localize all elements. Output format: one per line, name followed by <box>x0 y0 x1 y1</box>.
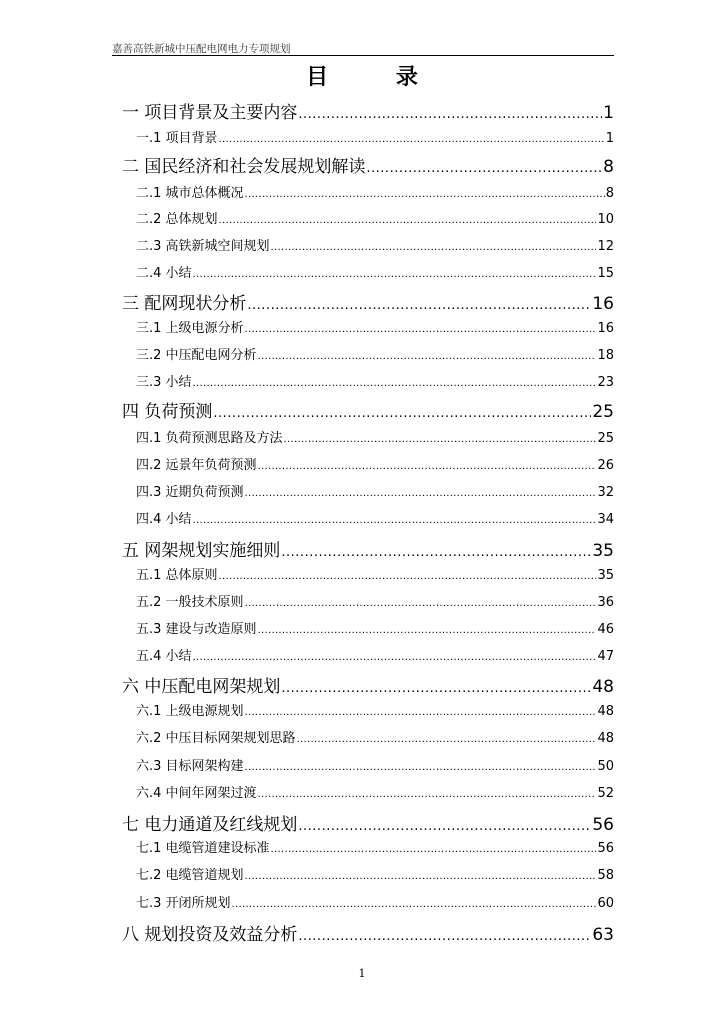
toc-leader-dots <box>271 237 597 259</box>
toc-section-entry[interactable] <box>136 893 614 915</box>
toc-leader-dots <box>258 620 597 642</box>
toc-entry-page-number: 8 <box>603 157 614 177</box>
page-title: 目 录 <box>306 65 448 90</box>
toc-entry-page-number: 35 <box>597 568 614 583</box>
toc-entry-label: 六.3 目标网架构建 <box>136 759 244 774</box>
toc-leader-dots <box>281 675 591 703</box>
toc-entry-page-number: 12 <box>597 239 614 254</box>
toc-entry-page-number: 1 <box>605 131 614 146</box>
toc-section-entry[interactable] <box>136 128 614 150</box>
toc-entry-page-number: 47 <box>597 649 614 664</box>
toc-entry-label: 三 配网现状分析 <box>122 294 247 314</box>
toc-leader-dots <box>245 483 597 505</box>
toc-section-entry[interactable] <box>136 372 614 394</box>
toc-entry-page-number: 35 <box>592 541 614 561</box>
toc-section-entry[interactable] <box>136 455 614 477</box>
toc-leader-dots <box>297 729 597 751</box>
toc-section-entry[interactable] <box>136 209 614 231</box>
toc-chapter-entry[interactable] <box>122 673 614 701</box>
toc-entry-page-number: 50 <box>597 759 614 774</box>
toc-leader-dots <box>271 839 597 861</box>
toc-leader-dots <box>245 757 597 779</box>
toc-leader-dots <box>298 101 602 129</box>
toc-section-entry[interactable] <box>136 183 614 205</box>
toc-chapter-entry[interactable] <box>122 153 614 181</box>
toc-entry-label: 六.1 上级电源规划 <box>136 704 244 719</box>
toc-leader-dots <box>298 923 591 951</box>
toc-entry-page-number: 52 <box>597 786 614 801</box>
toc-leader-dots <box>219 210 597 232</box>
toc-leader-dots <box>232 894 597 916</box>
toc-entry-label: 六.4 中间年网架过渡 <box>136 786 257 801</box>
toc-leader-dots <box>245 702 597 724</box>
toc-entry-page-number: 60 <box>597 896 614 911</box>
page-number: 1 <box>358 967 366 980</box>
toc-section-entry[interactable] <box>136 565 614 587</box>
toc-entry-page-number: 56 <box>592 815 614 835</box>
toc-entry-label: 七.3 开闭所规划 <box>136 896 231 911</box>
toc-entry-page-number: 25 <box>597 431 614 446</box>
toc-leader-dots <box>258 784 597 806</box>
toc-entry-page-number: 32 <box>597 485 614 500</box>
toc-section-entry[interactable] <box>136 482 614 504</box>
toc-leader-dots <box>258 456 597 478</box>
toc-section-entry[interactable] <box>136 345 614 367</box>
toc-section-entry[interactable] <box>136 263 614 285</box>
toc-chapter-entry[interactable] <box>122 921 614 949</box>
toc-entry-label: 四.2 远景年负荷预测 <box>136 458 257 473</box>
toc-entry-page-number: 8 <box>605 186 614 201</box>
toc-entry-page-number: 36 <box>597 595 614 610</box>
toc-entry-label: 五.3 建设与改造原则 <box>136 622 257 637</box>
toc-entry-page-number: 18 <box>597 348 614 363</box>
toc-chapter-entry[interactable] <box>122 537 614 565</box>
toc-entry-label: 六.2 中压目标网架规划思路 <box>136 731 296 746</box>
toc-entry-label: 八 规划投资及效益分析 <box>122 925 298 945</box>
toc-entry-label: 四.1 负荷预测思路及方法 <box>136 431 283 446</box>
toc-entry-page-number: 10 <box>597 212 614 227</box>
toc-section-entry[interactable] <box>136 838 614 860</box>
toc-chapter-entry[interactable] <box>122 290 614 318</box>
toc-entry-page-number: 48 <box>597 704 614 719</box>
toc-leader-dots <box>193 264 597 286</box>
toc-entry-page-number: 58 <box>597 868 614 883</box>
toc-entry-page-number: 48 <box>592 677 614 697</box>
toc-entry-page-number: 15 <box>597 266 614 281</box>
toc-leader-dots <box>245 866 597 888</box>
toc-entry-label: 五.2 一般技术原则 <box>136 595 244 610</box>
toc-section-entry[interactable] <box>136 592 614 614</box>
toc-entry-label: 二.4 小结 <box>136 266 192 281</box>
toc-leader-dots <box>258 346 597 368</box>
toc-leader-dots <box>245 593 597 615</box>
toc-entry-label: 一 项目背景及主要内容 <box>122 103 298 123</box>
toc-leader-dots <box>219 129 605 151</box>
toc-entry-label: 五 网架规划实施细则 <box>122 541 281 561</box>
toc-entry-page-number: 48 <box>597 731 614 746</box>
toc-entry-page-number: 56 <box>597 841 614 856</box>
toc-entry-label: 四.4 小结 <box>136 512 192 527</box>
toc-section-entry[interactable] <box>136 428 614 450</box>
toc-entry-label: 三.3 小结 <box>136 375 192 390</box>
toc-entry-page-number: 26 <box>597 458 614 473</box>
toc-entry-page-number: 16 <box>592 294 614 314</box>
toc-entry-page-number: 23 <box>597 375 614 390</box>
toc-entry-label: 三.1 上级电源分析 <box>136 321 244 336</box>
toc-section-entry[interactable] <box>136 865 614 887</box>
toc-leader-dots <box>193 373 597 395</box>
toc-entry-label: 四.3 近期负荷预测 <box>136 485 244 500</box>
toc-section-entry[interactable] <box>136 756 614 778</box>
toc-entry-page-number: 46 <box>597 622 614 637</box>
toc-entry-label: 四 负荷预测 <box>122 402 213 422</box>
toc-section-entry[interactable] <box>136 236 614 258</box>
toc-leader-dots <box>247 292 591 320</box>
toc-section-entry[interactable] <box>136 619 614 641</box>
toc-entry-label: 五.4 小结 <box>136 649 192 664</box>
toc-section-entry[interactable] <box>136 701 614 723</box>
toc-leader-dots <box>284 429 597 451</box>
running-header: 嘉善高铁新城中压配电网电力专项规划 <box>112 43 291 55</box>
toc-entry-label: 五.1 总体原则 <box>136 568 218 583</box>
toc-entry-label: 二.2 总体规划 <box>136 212 218 227</box>
toc-leader-dots <box>366 155 602 183</box>
toc-entry-label: 三.2 中压配电网分析 <box>136 348 257 363</box>
toc-entry-label: 七.1 电缆管道建设标准 <box>136 841 270 856</box>
toc-entry-label: 二 国民经济和社会发展规划解读 <box>122 157 366 177</box>
toc-leader-dots <box>245 319 597 341</box>
toc-chapter-entry[interactable] <box>122 398 614 426</box>
toc-entry-label: 二.3 高铁新城空间规划 <box>136 239 270 254</box>
toc-entry-label: 一.1 项目背景 <box>136 131 218 146</box>
toc-entry-label: 二.1 城市总体概况 <box>136 186 244 201</box>
toc-entry-page-number: 16 <box>597 321 614 336</box>
toc-leader-dots <box>213 400 591 428</box>
toc-section-entry[interactable] <box>136 783 614 805</box>
toc-leader-dots <box>193 647 597 669</box>
toc-leader-dots <box>298 813 591 841</box>
toc-chapter-entry[interactable] <box>122 811 614 839</box>
toc-entry-page-number: 1 <box>603 103 614 123</box>
toc-section-entry[interactable] <box>136 318 614 340</box>
toc-entry-page-number: 63 <box>592 925 614 945</box>
toc-section-entry[interactable] <box>136 509 614 531</box>
toc-section-entry[interactable] <box>136 646 614 668</box>
toc-leader-dots <box>193 510 597 532</box>
toc-section-entry[interactable] <box>136 728 614 750</box>
toc-entry-page-number: 34 <box>597 512 614 527</box>
toc-leader-dots <box>219 566 597 588</box>
toc-chapter-entry[interactable] <box>122 99 614 127</box>
toc-entry-label: 七 电力通道及红线规划 <box>122 815 298 835</box>
toc-entry-label: 七.2 电缆管道规划 <box>136 868 244 883</box>
toc-entry-page-number: 25 <box>592 402 614 422</box>
toc-entry-label: 六 中压配电网架规划 <box>122 677 281 697</box>
toc-leader-dots <box>281 539 591 567</box>
header-rule <box>112 55 614 56</box>
toc-leader-dots <box>245 184 605 206</box>
